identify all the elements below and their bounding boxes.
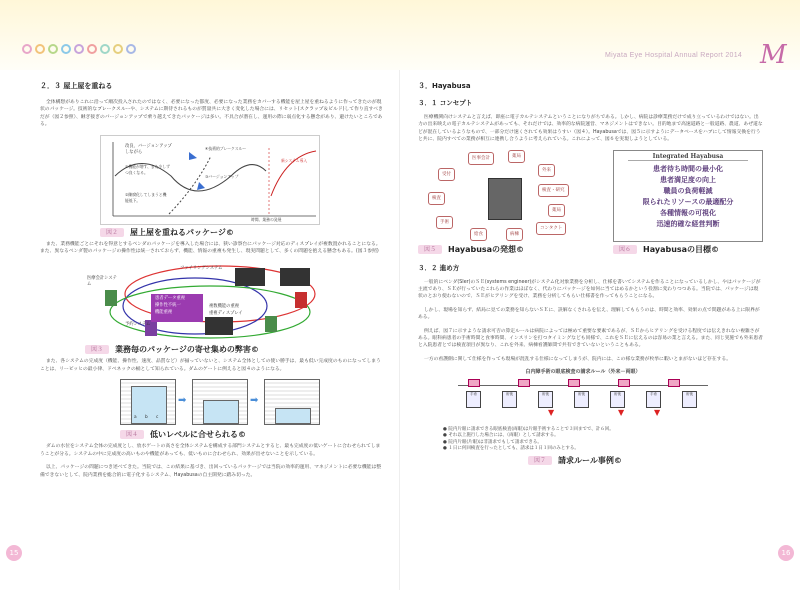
- gate-letter: b: [145, 415, 148, 421]
- fig2-label: ④技術的ブレークスルー: [205, 145, 247, 151]
- decorative-circle-icon: [87, 44, 97, 54]
- flow-marker: [568, 379, 580, 387]
- hub-node: 受付: [438, 168, 455, 181]
- fig2-axis-label: 時間、業務の発展: [251, 216, 282, 222]
- paragraph: 例えば、図７に示すような請求可否の算定ルールは病院によっては極めて重要な要素であるが、ＳＥからヒアリングを受ける程度では伝えきれない複雑さがある。眼科病患者の手術時間と食事時間、インスリンを打つタイミングなども同様で、これをＳＥに伝えるのは容易の業と言える。また、同じ実施でも外来患者と入院患者とでは検査項目が異なり、これを外来、病棟看護師間で共有できていないということもある。: [418, 328, 763, 349]
- goal-item: 迅速的確な経営判断: [656, 220, 720, 229]
- arrow-icon: ➡: [250, 395, 259, 407]
- logo-icon: M: [760, 40, 787, 70]
- hub-node: 検査: [428, 192, 445, 205]
- decorative-circle-icon: [100, 44, 110, 54]
- figure-title: 業務毎のパッケージの寄せ集めの弊害©: [115, 344, 259, 354]
- decorative-circle-icon: [35, 44, 45, 54]
- rule-note: ● それ以上施行した場合には、（両眼）として請求する。: [443, 433, 559, 439]
- flow-step: 術後: [538, 391, 553, 408]
- figure-title: Hayabusaの発想©: [448, 244, 525, 254]
- figure-number: 図４: [120, 430, 144, 439]
- hub-node: 医事会計: [468, 152, 494, 165]
- paragraph: また、各システムの完成度（機能、操作性、速度、品質など）が揃っていないと、システム全体としての使い勝手は、最も低い完成度のものになってしまうことは、リービッヒの最小律、ドベネックの桶として知られている。ダムのゲートに例えると図４のようになる。: [40, 359, 381, 372]
- dam-panel: [192, 379, 248, 425]
- overlap-diagram: [85, 262, 335, 342]
- fig3-label: 予約システム: [125, 321, 151, 327]
- goal-item: 職員の負荷軽減: [663, 187, 713, 196]
- figure-2-graph: [100, 135, 320, 225]
- paragraph: 以上、パッケージの問題につき述べてきた。当院では、この結果に基づき、出回っているパッケージでは当院の効率的運用、マネジメントに必要な機能は整備できないとして、院内業務を総合的に電子化するシステム、Hayabusaの自主開発に踏み切った。: [40, 465, 382, 478]
- section-title: ３．Hayabusa: [418, 82, 471, 90]
- fig3-label: 患者データ重複: [155, 295, 186, 301]
- hub-node: 病棟: [506, 228, 523, 241]
- server-icon: [488, 178, 522, 220]
- fig2-label: ③バージョンアップ: [205, 173, 239, 179]
- flow-step: 術後: [610, 391, 625, 408]
- down-arrow-icon: ▼: [618, 407, 625, 417]
- decorative-circle-icon: [74, 44, 84, 54]
- paragraph: 一般的にベンダ(SIer)のＳＥ(systems engineer)がシステム化対象業務を分析し、仕様を書いてシステムを作ることになっているしかし、やはパッケージが主流であり、ＳＥが行っていたこれらの作業はほぼなく、代わりにパッケージを如何に当てはめるかという役割に変わりつつある。当院では、パッケージは現状のとおり使わないので、ＳＥがヒアリングを受け、業務を分析してもらい仕様書を作ってもらうことになる。: [418, 279, 761, 300]
- goal-item: 患者満足度の向上: [660, 176, 716, 185]
- hub-node: コンタクト: [536, 222, 566, 235]
- decorative-circle-icon: [126, 44, 136, 54]
- rule-note: ● １日に何回検査を行ったとしても、請求は１日１回のみとする。: [443, 446, 579, 452]
- flow-marker: [518, 379, 530, 387]
- figure-3: [85, 262, 335, 354]
- figure-title: 請求ルール事例©: [558, 455, 622, 465]
- gate-letter: c: [156, 415, 159, 421]
- rule-flow: [458, 377, 708, 427]
- arrow-icon: ➡: [178, 395, 187, 407]
- flow-marker: [668, 379, 680, 387]
- figure-title: 屋上屋を重ねるパッケージ©: [130, 227, 234, 237]
- figure-4: [120, 379, 320, 439]
- figure-number: 図３: [85, 345, 109, 354]
- section-title: ２．３ 屋上屋を重ねる: [40, 82, 113, 90]
- decorative-circles: [22, 44, 136, 54]
- figure-6: [613, 150, 763, 258]
- figure-2-caption: [100, 228, 320, 237]
- page-spine: [399, 70, 400, 590]
- hub-node: 薬局: [548, 204, 565, 217]
- figure-number: 図５: [418, 245, 442, 254]
- flow-step: 術後: [502, 391, 517, 408]
- report-title: Miyata Eye Hospital Annual Report 2014: [605, 52, 743, 59]
- figures-row: [418, 150, 763, 258]
- paragraph: しかし、現場を知らず、結局に見ての業務を知らないＳＥに、誤解なくされるを伝え、理解してもらうのは、時間と効率、効果の点で問題がある上に限界がある。: [418, 307, 760, 321]
- goal-item: 限られたリソースの最適配分: [642, 198, 734, 207]
- hub-node: 外来: [538, 164, 555, 177]
- down-arrow-icon: ▼: [548, 407, 555, 417]
- dam-panel: [120, 379, 176, 425]
- subsection-title: ３．２ 進め方: [418, 263, 460, 272]
- right-page: [418, 82, 763, 465]
- hub-node: 給食: [470, 228, 487, 241]
- flow-marker: [468, 379, 480, 387]
- paragraph: ダムの水位をシステム全体の完成度とし、放水ゲートの高さを全体システムを構成する部門システムとすると、最も完成度の低いゲートに合わせられてしまうことが分る。システムの中に完成度の高いものや機能があっても、低いものに合わせられ、効果が出せないことを示している。: [40, 444, 381, 457]
- rule-note-text: 院内片眼に請求できる眼底検査(両眼)は片眼手術することで３回までで、計６回。: [448, 426, 614, 432]
- figure-5: [418, 150, 593, 258]
- figure-title: 低いレベルに合せられる©: [150, 430, 247, 440]
- figure-3-caption: [85, 345, 335, 354]
- figure-5-caption: [418, 245, 593, 254]
- flow-step: 術後: [574, 391, 589, 408]
- goal-item: 患者待ち時間の最小化: [653, 165, 723, 174]
- figure-title: Hayabusaの目標©: [643, 244, 720, 254]
- paragraph: 医療機関向けシステムと言えば、即座に電子カルテシステムということになりがちである。しかし、病院は診療業務だけで成り立っているわけではない。出力の出来映えの電子カルテシステムがあっても、それだけでは、効率的な病院運営、マネジメントはできない。目的地まで高速道路と一般道路、農道、あぜ道などが混在しているようなもので、一部分だけ速くされても効果はうすい（図４）。Hayabusaでは、図５に示すようにデータベースをハブにして情報交換を行うと共に、院内すべての業務が相互に連携し合うように考えられている。これによって、図６を実現しようとしている。: [418, 115, 763, 143]
- flow-step: 術後: [682, 391, 697, 408]
- page-number-right: 16: [778, 545, 794, 561]
- figure-6-caption: [613, 245, 763, 254]
- fig3-label: 重複ディスプレイ: [209, 310, 243, 316]
- paragraph: 全体構想がありこれに沿って順次投入されたのではなく、必要になった都度、必要になった業務をカバーする機能を屋上屋を重ねるように作ってきたのが現状のパッケージ。技術的なブレークスルーや、システムに期待されるものが質量共に大きく変化した場合には、リセット(スクラップ＆ビルド)して作り直すべきだが（図２参照）、継ぎ接ぎのバージョンアップで乗り越えてきたパッケージは多い。不具合が潜在し、運用の際に弱点化する懸念があり、避けたいところである。: [40, 100, 383, 128]
- fig3-label: 複数機能の重複: [209, 303, 240, 309]
- rule-note-text: １日に何回検査を行ったとしても、請求は１日１回のみとする。: [448, 446, 579, 452]
- down-arrow-icon: ▼: [654, 407, 661, 417]
- hub-node: 手術: [436, 216, 453, 229]
- fig2-label: ②陳腐化してしまうと機能低下。: [125, 191, 167, 203]
- fig3-label: ファイリングシステム: [180, 265, 223, 271]
- fig3-label: 機能重複: [155, 309, 173, 315]
- hub-node: 検査・研究: [538, 184, 569, 197]
- decorative-circle-icon: [48, 44, 58, 54]
- flow-marker: [618, 379, 630, 387]
- paragraph: また、業務機能ごとにそれを得意とするベンダのパッケージを導入した場合には、狭い診察台にパッケージ対応のディスプレイが複数置かれることになる。また、異なるベンダ製のパッケージの操作性は統一されておらず、機能、情報の重複も発生し、現実問題として、多くの問題を抱える懸念もある。(図３参照): [40, 242, 381, 255]
- fig2-label: ①機能が増す、また少しずつ良くなる。: [125, 163, 170, 175]
- figure-7: [458, 369, 708, 426]
- page-number-left: 15: [6, 545, 22, 561]
- figure-4-diagram: [120, 379, 320, 427]
- left-page: [40, 82, 385, 485]
- fig3-label: 操作性不統一: [155, 302, 181, 308]
- rule-note: ● 院内片眼に請求できる眼底検査(両眼)は片眼手術することで３回までで、計６回。: [443, 426, 614, 432]
- decorative-circle-icon: [61, 44, 71, 54]
- gate-letter: a: [134, 415, 137, 421]
- fig7-header: 白内障手術の眼底検査の請求ルール（外来－両眼）: [525, 369, 641, 376]
- dam-panel: [264, 379, 320, 425]
- figure-2: [100, 135, 320, 237]
- dam-water: [203, 400, 239, 424]
- figure-number: 図６: [613, 245, 637, 254]
- flow-step: 手術: [646, 391, 661, 408]
- goals-box: [613, 150, 763, 242]
- rule-note-text: 院内片眼(片眼)は非請求でもして請求できる。: [448, 439, 542, 445]
- rule-note-text: それ以上施行した場合には、（両眼）として請求する。: [448, 433, 559, 439]
- fig2-label: 新システム導入: [281, 157, 308, 163]
- paragraph: 一方の看護側に関して仕様を作っても現場が混乱する仕様になってしまうが、院内には、この様な業務が枚挙に暇いとまがないほど存在する。: [424, 356, 732, 362]
- subsection-title: ３．１ コンセプト: [418, 99, 473, 107]
- header-band: [0, 0, 800, 70]
- figure-4-caption: [120, 430, 320, 439]
- decorative-circle-icon: [113, 44, 123, 54]
- figure-3-diagram: [85, 262, 335, 342]
- hub-diagram: [418, 150, 593, 242]
- decorative-circle-icon: [22, 44, 32, 54]
- fig2-label: 改良、バージョンアップしながら: [125, 143, 172, 155]
- goals-header: Integrated Hayabusa: [628, 153, 748, 161]
- figure-number: 図７: [528, 456, 552, 465]
- figure-7-caption: [528, 456, 763, 465]
- fig3-label: 医療会計システム: [87, 275, 117, 287]
- hub-node: 薬局: [508, 150, 525, 163]
- goal-item: 各種情報の可視化: [660, 209, 716, 218]
- figure-number: 図２: [100, 228, 124, 237]
- rule-note: ● 院内片眼(片眼)は非請求でもして請求できる。: [443, 439, 542, 445]
- dam-water: [275, 408, 311, 424]
- flow-step: 手術: [466, 391, 481, 408]
